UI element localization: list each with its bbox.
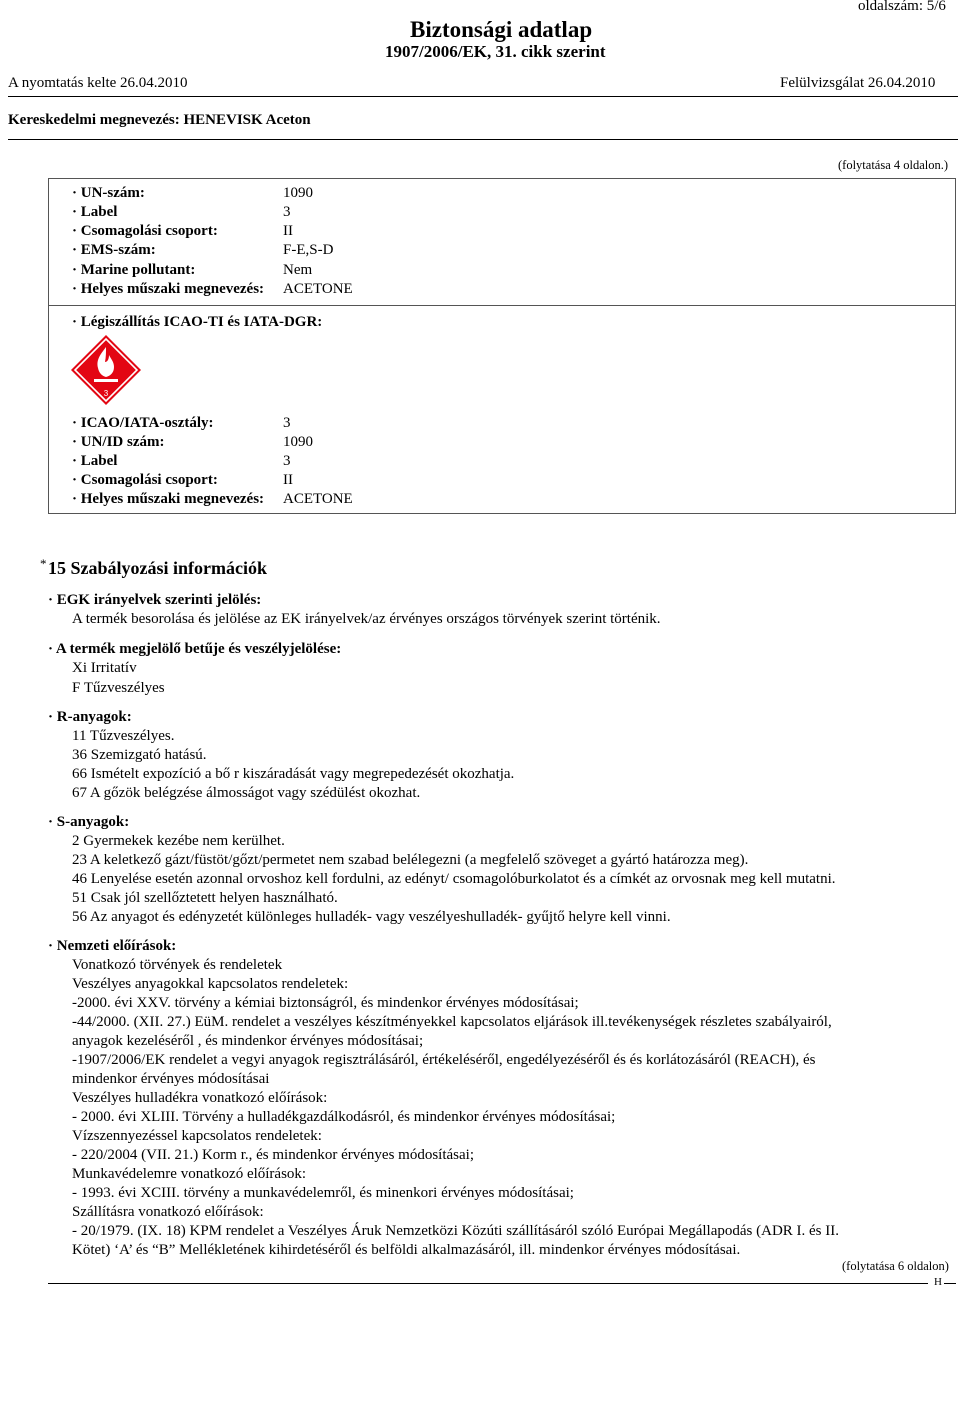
national-line: Veszélyes hulladékra vonatkozó előírások: [72,1090,328,1106]
national-line: Munkavédelemre vonatkozó előírások: [72,1166,307,1182]
s-phrase: 56 Az anyagot és edényzetét különleges hulladék- vagy veszélyeshulladék- gyűjtő helyre kell vinni. [72,909,671,925]
label-un-number: · UN-szám: [72,185,145,201]
document-subtitle: 1907/2006/EK, 31. cikk szerint [385,42,606,61]
label-air-label: · Label [72,453,118,469]
national-line: Szállításra vonatkozó előírások: [72,1204,264,1220]
section-15-title: 15 Szabályozási információk [48,558,267,578]
value-air-packing-group: II [283,472,293,488]
national-line: -2000. évi XXV. törvény a kémiai biztonságról, és mindenkor érvényes módosításai; [72,995,579,1011]
revision-date: Felülvizsgálat 26.04.2010 [780,75,936,91]
s-phrase: 23 A keletkező gázt/füstöt/gőzt/permetet nem szabad belélegezni (a megfelelő szöveget a gyártó határozza meg). [72,852,749,868]
r-phrases-label: · R-anyagok: [48,709,132,725]
value-label: 3 [283,204,291,220]
value-un-id: 1090 [283,434,313,450]
header-rule [8,96,958,97]
trade-name: Kereskedelmi megnevezés: HENEVISK Aceton [8,112,311,128]
r-phrase: 11 Tűzveszélyes. [72,728,175,744]
national-line: mindenkor érvényes módosításai [72,1071,270,1087]
language-mark: H [934,1276,942,1288]
hazard-line: F Tűzveszélyes [72,680,165,696]
national-line: -1907/2006/EK rendelet a vegyi anyagok regisztrálásáról, értékeléséről, engedélyezéséről és és korlátozásáról (REACH), és [72,1052,816,1068]
national-line: Vízszennyezéssel kapcsolatos rendeletek: [72,1128,322,1144]
value-air-proper-name: ACETONE [283,491,353,507]
air-transport-title: · Légiszállítás ICAO-TI és IATA-DGR: [72,314,323,330]
r-phrase: 36 Szemizgató hatású. [72,747,207,763]
value-air-label: 3 [283,453,291,469]
label-packing-group: · Csomagolási csoport: [72,223,218,239]
s-phrase: 2 Gyermekek kezébe nem kerülhet. [72,833,285,849]
value-icao-class: 3 [283,415,291,431]
eu-directives-text: A termék besorolása és jelölése az EK irányelvek/az érvényes országos törvények szerint történik. [72,611,661,627]
value-ems: F-E,S-D [283,242,334,258]
label-icao-class: · ICAO/IATA-osztály: [72,415,214,431]
s-phrase: 46 Lenyelése esetén azonnal orvoshoz kell fordulni, az edényt/ csomagolóburkolatot és a címkét az orvosnak meg kell mutatni. [72,871,836,887]
value-proper-name: ACETONE [283,281,353,297]
continued-on: (folytatása 6 oldalon) [842,1259,949,1273]
label-air-proper-name: · Helyes műszaki megnevezés: [72,491,265,507]
pictogram-class-number: 3 [103,389,109,398]
continued-from: (folytatása 4 oldalon.) [838,158,949,172]
national-line: Vonatkozó törvények és rendeletek [72,957,283,973]
value-marine-pollutant: Nem [283,262,313,278]
r-phrase: 67 A gőzök belégzése álmosságot vagy szédülést okozhat. [72,785,421,801]
header-rule-2 [8,139,958,140]
label-proper-name: · Helyes műszaki megnevezés: [72,281,265,297]
s-phrase: 51 Csak jól szellőztetett helyen használható. [72,890,338,906]
hazard-label: · A termék megjelölő betűje és veszélyjelölése: [48,641,342,657]
national-line: - 220/2004 (VII. 21.) Korm r., és mindenkor érvényes módosításai; [72,1147,475,1163]
hazard-line: Xi Irritatív [72,660,137,676]
eu-directives-label: · EGK irányelvek szerinti jelölés: [48,592,262,608]
label-air-packing-group: · Csomagolási csoport: [72,472,218,488]
national-line: - 20/1979. (IX. 18) KPM rendelet a Veszélyes Áruk Nemzetközi Közúti szállításáról szóló Európai Megállapodás (ADR I. és II. [72,1223,840,1239]
label-un-id: · UN/ID szám: [72,434,165,450]
label-label: · Label [72,204,118,220]
label-ems: · EMS-szám: [72,242,156,258]
r-phrase: 66 Ismételt expozíció a bő r kiszáradását vagy megrepedezését okozhatja. [72,766,515,782]
value-packing-group: II [283,223,293,239]
footer-rule [48,1283,928,1284]
national-line: - 1993. évi XCIII. törvény a munkavédelemről, és minenkori érvényes módosításai; [72,1185,574,1201]
national-line: -44/2000. (XII. 27.) EüM. rendelet a veszélyes készítményekkel kapcsolatos eljárások ill.tevékenységek részletes szabályairól, [72,1014,832,1030]
print-date: A nyomtatás kelte 26.04.2010 [8,75,188,91]
changed-marker: * [40,556,47,571]
national-line: anyagok kezeléséről , és mindenkor érvényes módosításai; [72,1033,424,1049]
flammable-pictogram-icon [69,333,143,412]
national-line: Veszélyes anyagokkal kapcsolatos rendeletek: [72,976,349,992]
document-title: Biztonsági adatlap [410,17,593,42]
label-marine-pollutant: · Marine pollutant: [72,262,196,278]
value-un-number: 1090 [283,185,313,201]
footer-rule-end [944,1283,956,1284]
page-number: oldalszám: 5/6 [858,0,946,14]
national-line: - 2000. évi XLIII. Törvény a hulladékgazdálkodásról, és mindenkor érvényes módosításai; [72,1109,616,1125]
national-regulations-label: · Nemzeti előírások: [48,938,177,954]
national-line: Kötet) ‘A’ és “B” Mellékletének kihirdetéséről és belföldi alkalmazásáról, ill. mindenkor érvényes módosításai. [72,1242,741,1258]
box-divider [48,305,956,306]
s-phrases-label: · S-anyagok: [48,814,130,830]
